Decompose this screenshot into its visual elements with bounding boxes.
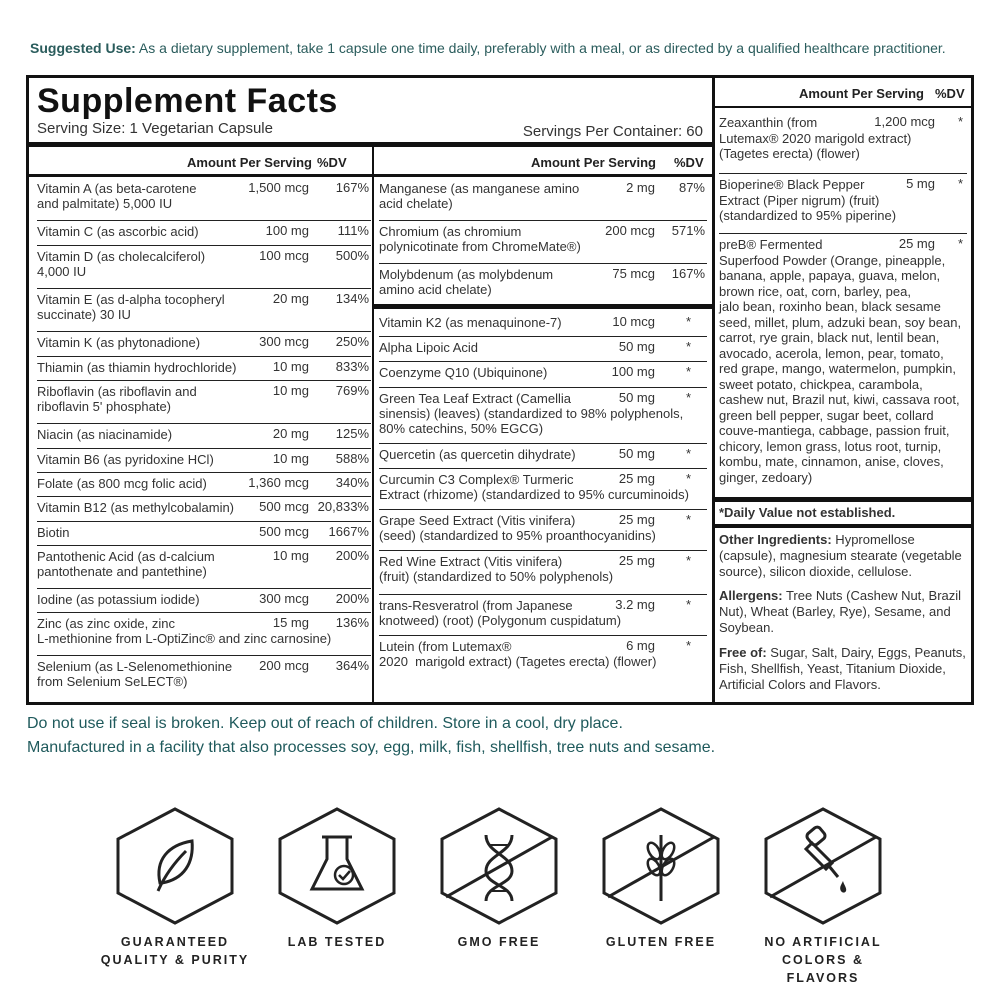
nutrient-name: Chromium (as chromium polynicotinate from ChromeMate®) bbox=[379, 224, 581, 254]
badge-no-artificial bbox=[748, 805, 898, 987]
nutrient-amount: 100 mcg bbox=[259, 248, 309, 263]
nutrient-dv: 136% bbox=[335, 615, 369, 630]
nutrient-name: Pantothenic Acid (as d-calcium pantothenate and pantethine) bbox=[37, 549, 215, 579]
nutrient-amount: 10 mcg bbox=[612, 314, 655, 329]
nutrient-name: Vitamin C (as ascorbic acid) bbox=[37, 224, 199, 239]
nutrient-amount: 6 mg bbox=[626, 638, 655, 653]
nutrient-amount: 5 mg bbox=[906, 176, 935, 191]
nutrient-row bbox=[379, 221, 707, 264]
leaf-icon bbox=[110, 805, 240, 925]
badge-gluten-free bbox=[586, 805, 736, 951]
nutrient-dv: * bbox=[957, 114, 963, 129]
nutrient-amount: 3.2 mg bbox=[615, 597, 655, 612]
nutrient-dv: 769% bbox=[335, 383, 369, 398]
nutrient-amount: 50 mg bbox=[618, 446, 655, 461]
nutrient-dv: * bbox=[685, 446, 691, 461]
nutrient-dv: 167% bbox=[335, 180, 369, 195]
mid-header-rule bbox=[374, 174, 712, 177]
facts-title: Supplement Facts bbox=[37, 82, 338, 120]
nutrient-name: Folate (as 800 mcg folic acid) bbox=[37, 476, 207, 491]
badge-label-quality: GUARANTEED QUALITY & PURITY bbox=[100, 935, 250, 967]
nutrient-dv: * bbox=[685, 471, 691, 486]
nutrient-dv: * bbox=[957, 176, 963, 191]
serving-size: Serving Size: 1 Vegetarian Capsule bbox=[37, 120, 273, 137]
nutrient-row bbox=[37, 332, 371, 357]
badge-label-lab: LAB TESTED bbox=[287, 935, 387, 949]
nutrient-row bbox=[37, 473, 371, 497]
nutrient-name: Quercetin (as quercetin dihydrate) bbox=[379, 447, 576, 462]
badge-label-artificial: NO ARTIFICIAL COLORS & FLAVORS bbox=[764, 935, 882, 985]
left-dv-header: %DV bbox=[317, 155, 347, 170]
nutrient-amount: 1,200 mcg bbox=[874, 114, 935, 129]
nutrient-amount: 25 mg bbox=[618, 553, 655, 568]
right-amount-header: Amount Per Serving bbox=[799, 86, 924, 101]
other-ingredients bbox=[719, 532, 969, 580]
nutrient-row bbox=[37, 246, 371, 289]
nutrient-dv: 588% bbox=[335, 451, 369, 466]
nutrient-amount: 10 mg bbox=[272, 383, 309, 398]
nutrient-row bbox=[37, 221, 371, 246]
nutrient-amount: 2 mg bbox=[626, 180, 655, 195]
nutrient-name: Red Wine Extract (Vitis vinifera) (fruit) (standardized to 50% polyphenols) bbox=[379, 554, 614, 584]
nutrient-dv: * bbox=[685, 390, 691, 405]
nutrient-row bbox=[37, 546, 371, 589]
servings-per-container: Servings Per Container: 60 bbox=[522, 123, 703, 140]
mid-amount-header: Amount Per Serving bbox=[531, 155, 656, 170]
nutrient-name: Niacin (as niacinamide) bbox=[37, 427, 173, 442]
nutrient-name: Coenzyme Q10 (Ubiquinone) bbox=[379, 365, 548, 380]
supplement-facts-panel bbox=[26, 75, 974, 705]
nutrient-amount: 50 mg bbox=[618, 390, 655, 405]
nutrient-name: Vitamin B6 (as pyridoxine HCl) bbox=[37, 452, 214, 467]
other-ingredients-rule bbox=[715, 524, 971, 528]
dropper-icon bbox=[758, 805, 888, 925]
nutrient-amount: 15 mg bbox=[272, 615, 309, 630]
nutrient-name: Vitamin E (as d-alpha tocopheryl succinate) 30 IU bbox=[37, 292, 225, 322]
nutrient-dv: 134% bbox=[335, 291, 369, 306]
nutrient-amount: 1,360 mcg bbox=[248, 475, 309, 490]
mid-section-rule bbox=[374, 304, 712, 309]
free-of-label: Free of: bbox=[719, 645, 767, 660]
nutrient-name: Zeaxanthin (from Lutemax® 2020 marigold extract) (Tagetes erecta) (flower) bbox=[719, 115, 912, 161]
nutrient-name: Vitamin A (as beta-carotene and palmitate) 5,000 IU bbox=[37, 181, 197, 211]
badge-lab-tested bbox=[262, 805, 412, 951]
nutrient-name: Molybdenum (as molybdenum amino acid chelate) bbox=[379, 267, 554, 297]
badge-quality-purity bbox=[100, 805, 250, 969]
nutrient-amount: 25 mg bbox=[618, 471, 655, 486]
nutrient-row bbox=[379, 362, 707, 388]
nutrient-row bbox=[379, 469, 707, 510]
suggested-use-text: As a dietary supplement, take 1 capsule one time daily, preferably with a meal, or as directed by a qualified healthcare practitioner. bbox=[135, 40, 946, 56]
nutrient-amount: 10 mg bbox=[272, 451, 309, 466]
wheat-icon bbox=[596, 805, 726, 925]
nutrient-amount: 10 mg bbox=[272, 548, 309, 563]
nutrient-dv: * bbox=[685, 597, 691, 612]
left-amount-header: Amount Per Serving bbox=[187, 155, 312, 170]
nutrient-name: trans-Resveratrol (from Japanese knotweed) (root) (Polygonum cuspidatum) bbox=[379, 598, 622, 628]
nutrient-amount: 100 mg bbox=[265, 223, 309, 238]
nutrient-row bbox=[379, 264, 707, 304]
nutrient-name: Vitamin K2 (as menaquinone-7) bbox=[379, 315, 562, 330]
daily-value-note: *Daily Value not established. bbox=[719, 505, 896, 520]
nutrient-row bbox=[37, 178, 371, 221]
nutrient-dv: 200% bbox=[335, 548, 369, 563]
nutrient-row bbox=[379, 595, 707, 636]
nutrient-name: Zinc (as zinc oxide, zinc L-methionine from L-OptiZinc® and zinc carnosine) bbox=[37, 616, 332, 646]
nutrient-amount: 75 mcg bbox=[612, 266, 655, 281]
nutrient-name: Selenium (as L-Selenomethionine from Selenium SeLECT®) bbox=[37, 659, 233, 689]
nutrient-name: Lutein (from Lutemax® 2020 marigold extract) (Tagetes erecta) (flower) bbox=[379, 639, 657, 669]
nutrient-name: Biotin bbox=[37, 525, 70, 540]
nutrient-name: Curcumin C3 Complex® Turmeric Extract (rhizome) (standardized to 95% curcuminoids) bbox=[379, 472, 689, 502]
nutrient-dv: * bbox=[685, 553, 691, 568]
nutrient-dv: * bbox=[685, 339, 691, 354]
nutrient-dv: 200% bbox=[335, 591, 369, 606]
nutrient-row bbox=[719, 174, 967, 234]
right-dv-header: %DV bbox=[935, 86, 965, 101]
nutrient-name: Green Tea Leaf Extract (Camellia sinensis) (leaves) (standardized to 98% polyphenols, 80% catechins, 50% EGCG) bbox=[379, 391, 684, 436]
nutrient-row bbox=[379, 551, 707, 595]
nutrient-name: Vitamin B12 (as methylcobalamin) bbox=[37, 500, 235, 515]
other-ingredients-text: Hypromellose (capsule), magnesium stearate (vegetable source), silicon dioxide, cellulose. bbox=[719, 532, 962, 579]
nutrient-row bbox=[379, 337, 707, 362]
nutrient-dv: 500% bbox=[335, 248, 369, 263]
nutrient-dv: 1667% bbox=[328, 524, 369, 539]
nutrient-name: Manganese (as manganese amino acid chelate) bbox=[379, 181, 580, 211]
nutrient-amount: 300 mcg bbox=[259, 591, 309, 606]
nutrient-name: Vitamin D (as cholecalciferol) 4,000 IU bbox=[37, 249, 206, 279]
nutrient-amount: 100 mg bbox=[611, 364, 655, 379]
mid-dv-header: %DV bbox=[674, 155, 704, 170]
allergens-text: Tree Nuts (Cashew Nut, Brazil Nut), Wheat (Barley, Rye), Sesame, and Soybean. bbox=[719, 588, 962, 635]
nutrient-dv: 364% bbox=[335, 658, 369, 673]
nutrient-dv: 250% bbox=[335, 334, 369, 349]
nutrient-dv: 87% bbox=[678, 180, 705, 195]
header-rule bbox=[29, 142, 712, 147]
nutrient-dv: 20,833% bbox=[317, 499, 369, 514]
nutrient-name: preB® Fermented Superfood Powder (Orange, pineapple, banana, apple, papaya, guava, melon, brown rice, oat, corn, barley, pea, jalo bean, roxinho bean, black sesame seed, millet, plum, adzuki bean, soy bean, carrot, rye grain, black nut, lentil bean, avocado, acerola, lemon, pear, tomato, red grape, mango, watermelon, pumpkin, sweet potato, chickpea, carambola, cashew nut, Brazil nut, kiwi, cassava root, green bell pepper, sugar beet, collard couve-mantiega, cabbage, passion fruit, chicory, lemon grass, lotus root, turnip, kombu, mate, cinnamon, anise, cloves, ginger, zedoary) bbox=[719, 237, 962, 485]
badge-label-gmo: GMO FREE bbox=[457, 935, 541, 949]
nutrient-row bbox=[719, 234, 967, 504]
nutrient-dv: 340% bbox=[335, 475, 369, 490]
other-ingredients-label: Other Ingredients: bbox=[719, 532, 832, 547]
nutrient-name: Riboflavin (as riboflavin and riboflavin 5' phosphate) bbox=[37, 384, 197, 414]
nutrient-amount: 500 mcg bbox=[259, 524, 309, 539]
nutrient-dv: 833% bbox=[335, 359, 369, 374]
nutrient-row bbox=[37, 357, 371, 381]
nutrient-amount: 200 mcg bbox=[259, 658, 309, 673]
nutrient-row bbox=[379, 312, 707, 337]
nutrient-amount: 200 mcg bbox=[605, 223, 655, 238]
nutrient-row bbox=[379, 444, 707, 469]
nutrient-row bbox=[37, 613, 371, 656]
nutrient-row bbox=[37, 381, 371, 424]
nutrient-row bbox=[379, 178, 707, 221]
flask-icon bbox=[272, 805, 402, 925]
dna-icon bbox=[434, 805, 564, 925]
nutrient-name: Bioperine® Black Pepper Extract (Piper nigrum) (fruit) (standardized to 95% piperine) bbox=[719, 177, 897, 223]
badge-label-gluten: GLUTEN FREE bbox=[605, 935, 717, 949]
free-of-text: Sugar, Salt, Dairy, Eggs, Peanuts, Fish, Shellfish, Yeast, Titanium Dioxide, Artificial Colors and Flavors. bbox=[719, 645, 966, 692]
right-header-rule bbox=[715, 106, 971, 108]
allergens bbox=[719, 588, 969, 636]
dv-note-rule bbox=[715, 497, 971, 502]
nutrient-row bbox=[37, 589, 371, 613]
nutrient-amount: 500 mcg bbox=[259, 499, 309, 514]
left-header-rule bbox=[29, 174, 372, 177]
nutrient-dv: * bbox=[685, 364, 691, 379]
nutrient-row bbox=[37, 289, 371, 332]
nutrient-amount: 10 mg bbox=[272, 359, 309, 374]
nutrient-amount: 50 mg bbox=[618, 339, 655, 354]
nutrient-name: Iodine (as potassium iodide) bbox=[37, 592, 200, 607]
nutrient-dv: * bbox=[957, 236, 963, 251]
nutrient-row bbox=[379, 636, 707, 678]
nutrient-dv: 571% bbox=[671, 223, 705, 238]
free-of bbox=[719, 645, 969, 693]
allergens-label: Allergens: bbox=[719, 588, 783, 603]
nutrient-row bbox=[37, 497, 371, 522]
mid-column-divider bbox=[372, 146, 374, 705]
nutrient-name: Vitamin K (as phytonadione) bbox=[37, 335, 201, 350]
nutrient-amount: 1,500 mcg bbox=[248, 180, 309, 195]
warning-line-2: Manufactured in a facility that also processes soy, egg, milk, fish, shellfish, tree nuts and sesame. bbox=[27, 739, 716, 756]
nutrient-name: Alpha Lipoic Acid bbox=[379, 340, 479, 355]
nutrient-row bbox=[37, 656, 371, 694]
nutrient-amount: 20 mg bbox=[272, 426, 309, 441]
nutrient-dv: * bbox=[685, 512, 691, 527]
nutrient-dv: * bbox=[685, 638, 691, 653]
nutrient-row bbox=[37, 522, 371, 546]
nutrient-dv: 111% bbox=[337, 223, 369, 238]
nutrient-dv: * bbox=[685, 314, 691, 329]
suggested-use bbox=[30, 40, 990, 56]
nutrient-amount: 25 mg bbox=[898, 236, 935, 251]
nutrient-amount: 20 mg bbox=[272, 291, 309, 306]
nutrient-dv: 167% bbox=[671, 266, 705, 281]
warning-notes bbox=[27, 712, 977, 760]
nutrient-amount: 300 mcg bbox=[259, 334, 309, 349]
nutrient-row bbox=[719, 112, 967, 174]
nutrient-row bbox=[379, 388, 707, 444]
warning-line-1: Do not use if seal is broken. Keep out of reach of children. Store in a cool, dry place. bbox=[27, 715, 623, 732]
nutrient-name: Grape Seed Extract (Vitis vinifera) (seed) (standardized to 95% proanthocyanidins) bbox=[379, 513, 656, 543]
badge-gmo-free bbox=[424, 805, 574, 951]
nutrient-dv: 125% bbox=[335, 426, 369, 441]
nutrient-name: Thiamin (as thiamin hydrochloride) bbox=[37, 360, 237, 375]
nutrient-row bbox=[37, 424, 371, 449]
suggested-use-label: Suggested Use: bbox=[30, 40, 136, 56]
nutrient-row bbox=[379, 510, 707, 551]
nutrient-row bbox=[37, 449, 371, 473]
right-column-divider bbox=[712, 78, 715, 705]
nutrient-amount: 25 mg bbox=[618, 512, 655, 527]
